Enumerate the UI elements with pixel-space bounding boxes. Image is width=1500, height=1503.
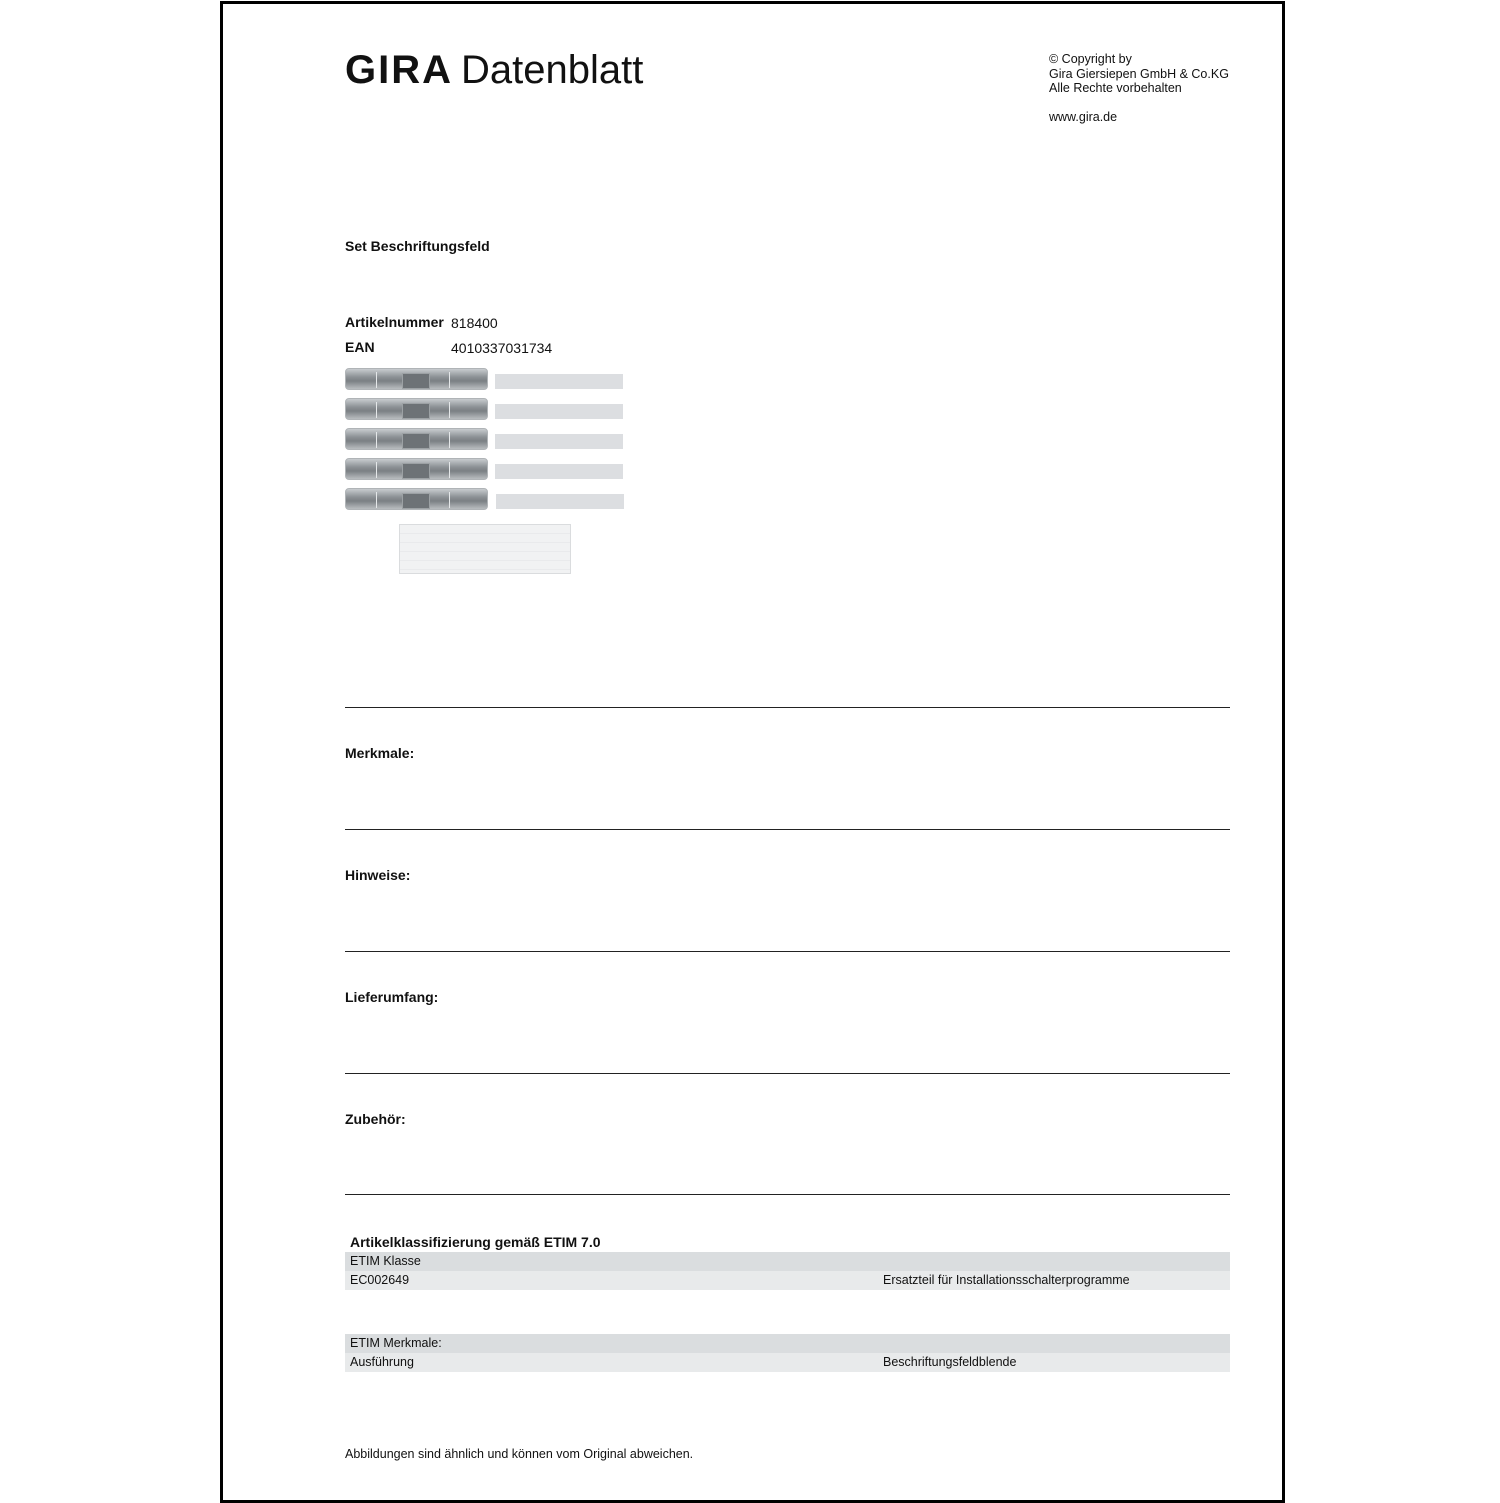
- clip-image: [345, 368, 488, 390]
- section-zubehoer: Zubehör:: [345, 1111, 406, 1127]
- etim-feature-name: Ausführung: [350, 1355, 414, 1369]
- ean-value: 4010337031734: [451, 340, 553, 356]
- divider: [345, 951, 1230, 952]
- label-strip-image: [495, 434, 623, 449]
- copyright-line: Gira Giersiepen GmbH & Co.KG: [1049, 66, 1229, 81]
- article-number-value: 818400: [451, 315, 498, 331]
- clip-image: [345, 458, 488, 480]
- etim-features-header: ETIM Merkmale:: [350, 1336, 442, 1350]
- etim-feature-row: [345, 1353, 1230, 1372]
- label-strip-image: [496, 494, 624, 509]
- website-link[interactable]: www.gira.de: [1049, 109, 1118, 124]
- etim-class-code: EC002649: [350, 1273, 410, 1287]
- divider: [345, 1073, 1230, 1074]
- clip-image: [345, 398, 488, 420]
- article-number-label: Artikelnummer: [345, 314, 444, 330]
- label-strip-image: [495, 374, 623, 389]
- section-lieferumfang: Lieferumfang:: [345, 989, 439, 1005]
- section-hinweise: Hinweise:: [345, 867, 411, 883]
- etim-class-header-row: [345, 1252, 1230, 1271]
- copyright-line: Alle Rechte vorbehalten: [1049, 81, 1182, 95]
- datasheet-page: [220, 1, 1285, 1503]
- product-title: Set Beschriftungsfeld: [345, 238, 490, 254]
- label-sheet-image: [399, 524, 571, 574]
- ean-label: EAN: [345, 339, 375, 355]
- doc-type: Datenblatt: [461, 48, 644, 92]
- gira-datenblatt-logo: [345, 48, 643, 92]
- copyright-line: © Copyright by: [1049, 52, 1132, 66]
- clip-image: [345, 488, 488, 510]
- label-strip-image: [495, 404, 623, 419]
- disclaimer: Abbildungen sind ähnlich und können vom Original abweichen.: [345, 1447, 694, 1461]
- divider: [345, 1194, 1230, 1195]
- label-strip-image: [495, 464, 623, 479]
- clip-image: [345, 428, 488, 450]
- divider: [345, 707, 1230, 708]
- product-image: [345, 368, 630, 578]
- etim-class-name: Ersatzteil für Installationsschalterprogramme: [883, 1273, 1130, 1287]
- etim-title: Artikelklassifizierung gemäß ETIM 7.0: [350, 1234, 601, 1250]
- etim-feature-value: Beschriftungsfeldblende: [883, 1355, 1017, 1369]
- section-merkmale: Merkmale:: [345, 745, 415, 761]
- etim-features-header-row: [345, 1334, 1230, 1353]
- copyright-block: [1049, 52, 1229, 124]
- brand-name: GIRA: [345, 48, 453, 92]
- etim-class-header: ETIM Klasse: [350, 1254, 421, 1268]
- divider: [345, 829, 1230, 830]
- etim-class-row: [345, 1271, 1230, 1290]
